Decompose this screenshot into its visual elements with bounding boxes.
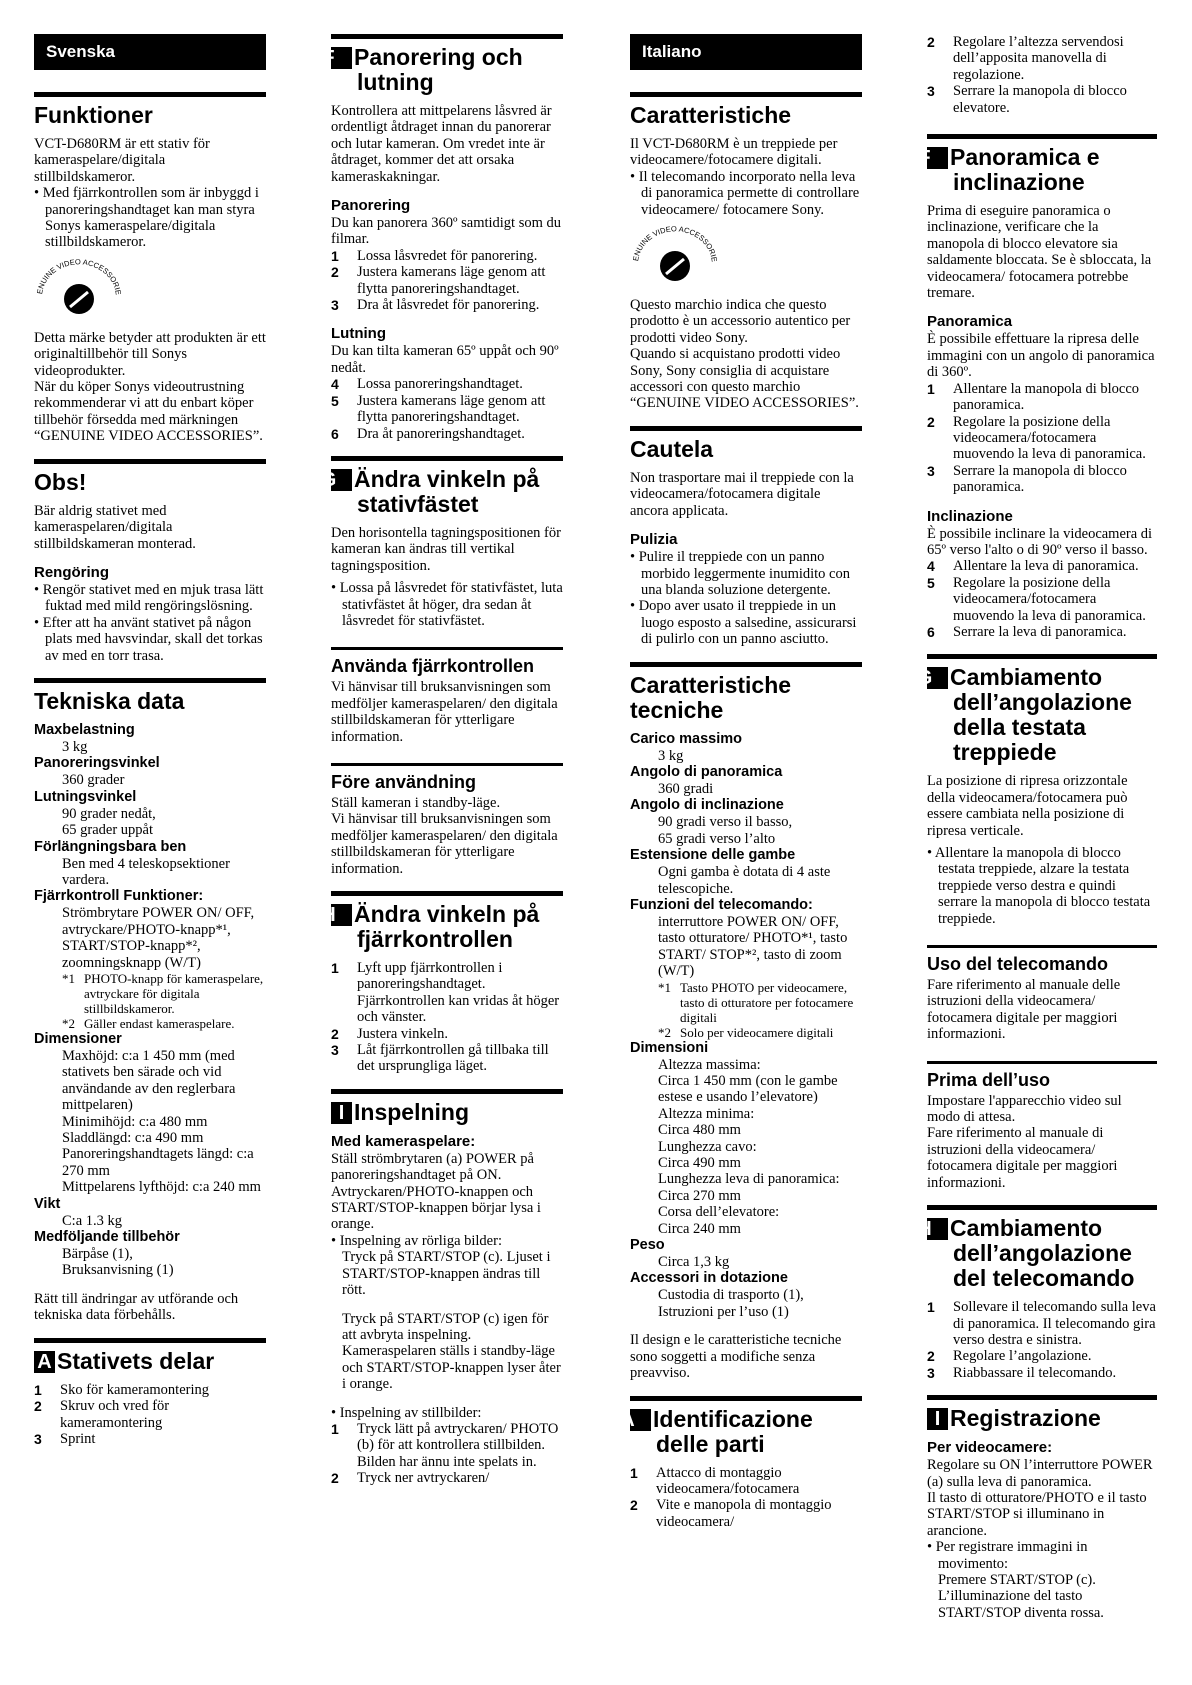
item-number: 3 bbox=[331, 1042, 339, 1059]
spec-label: Dimensioni bbox=[630, 1039, 709, 1056]
spec-label: Funzioni del telecomando: bbox=[630, 896, 813, 913]
item-text: Riabbassare il telecomando. bbox=[953, 1364, 1117, 1381]
spec-value: Custodia di trasporto (1), bbox=[658, 1287, 804, 1304]
numbered-item bbox=[34, 1382, 266, 1398]
bullet-item: • Lossa på låsvredet för stativfästet, luta stativfästet åt höger, dra sedan åt låsvredet för stativfästet. bbox=[331, 580, 563, 629]
paragraph: VCT-D680RM är ett stativ för kameraspelare/digitala stillbildskameror. bbox=[34, 136, 210, 185]
bullet-item: • Allentare la manopola di blocco testata treppiede, alzare la testata treppiede verso destra e quindi serrare la manopola di blocco testata treppiede. bbox=[927, 845, 1151, 927]
numbered-item bbox=[331, 264, 563, 297]
genuine-video-accessories-logo bbox=[34, 257, 266, 320]
spec-value: Ben med 4 teleskopsektioner vardera. bbox=[62, 855, 230, 888]
footnote-mark: *1 bbox=[62, 971, 75, 986]
column-italiano bbox=[620, 34, 862, 1530]
paragraph: Il tasto di otturatore/PHOTO e il tasto START/STOP si illuminano in arancione. bbox=[927, 1489, 1147, 1539]
spec-value: 65 gradi verso l’alto bbox=[658, 830, 776, 847]
section-title-inspelning bbox=[331, 1089, 563, 1125]
item-number: 2 bbox=[331, 264, 339, 281]
item-text: Tryck ner avtryckaren/ bbox=[357, 1470, 490, 1487]
paragraph: Il VCT-D680RM è un treppiede per videocamere/fotocamere digitali. bbox=[630, 136, 838, 169]
paragraph: Kontrollera att mittpelarens låsvred är ordentligt åtdraget innan du panorerar och lutar kameran. Om vredet inte är åtdraget, kommer det att orsaka kameraskakningar. bbox=[331, 103, 552, 185]
section-title-text: Ändra vinkeln på fjärrkontrollen bbox=[354, 901, 540, 952]
item-text: Serrare la leva di panoramica. bbox=[953, 623, 1127, 640]
section-letter-badge: G bbox=[927, 667, 948, 689]
spec-value: 90 gradi verso il basso, bbox=[658, 814, 793, 831]
spec-value: 360 grader bbox=[62, 772, 125, 789]
section-title-caratteristiche-tecniche: Caratteristiche tecniche bbox=[630, 662, 862, 723]
spec-label: Estensione delle gambe bbox=[630, 847, 796, 864]
item-text: Tryck lätt på avtryckaren/ PHOTO (b) för att kontrollera stillbilden. Bilden har ännu inte spelats in. bbox=[357, 1420, 559, 1470]
item-number: 3 bbox=[927, 83, 935, 100]
paragraph: Den horisontella tagningspositionen för kameran kan ändras till vertikal tagningsposition. bbox=[331, 524, 561, 574]
section-title-panoramica-e-inclinazione bbox=[918, 134, 1157, 196]
spec-value: Altezza minima: bbox=[658, 1105, 755, 1122]
section-title-tekniska-data: Tekniska data bbox=[34, 678, 266, 714]
paragraph: Rätt till ändringar av utförande och tekniska data förbehålls. bbox=[34, 1290, 239, 1324]
spec-label: Accessori in dotazione bbox=[630, 1270, 788, 1287]
spec-label: Dimensioner bbox=[34, 1031, 122, 1047]
spec-value: Corsa dell’elevatore: bbox=[658, 1204, 780, 1221]
subheading-lutning: Lutning bbox=[331, 325, 386, 343]
item-number: 1 bbox=[331, 960, 339, 976]
section-title-text: Cambiamento dell’angolazione del telecomando bbox=[950, 1215, 1135, 1292]
paragraph: När du köper Sonys videoutrustning rekommenderar vi att du enbart köper tillbehör försedda med märkningen “GENUINE VIDEO ACCESSORIES”. bbox=[34, 379, 263, 445]
spec-value: Bärpåse (1), bbox=[62, 1246, 133, 1263]
item-number: 1 bbox=[331, 1420, 339, 1437]
spec-label: Maxbelastning bbox=[34, 721, 135, 738]
spec-value: Sladdlängd: c:a 490 mm bbox=[62, 1130, 204, 1147]
spec-label: Medföljande tillbehör bbox=[34, 1229, 180, 1246]
item-text: Allentare la leva di panoramica. bbox=[953, 558, 1139, 575]
paragraph: Regolare su ON l’interruttore POWER (a) sulla leva di panoramica. bbox=[927, 1457, 1153, 1490]
numbered-item bbox=[927, 414, 1157, 463]
item-text: Dra åt låsvredet för panorering. bbox=[357, 297, 540, 314]
section-title-prima-delluso: Prima dell’uso bbox=[927, 1061, 1157, 1090]
item-text: Regolare l’angolazione. bbox=[953, 1348, 1092, 1365]
section-letter-badge: H bbox=[331, 904, 352, 926]
footnote-mark: *2 bbox=[62, 1016, 75, 1031]
bullet-item: • Med fjärrkontrollen som är inbyggd i panoreringshandtaget kan man styra Sonys kameraspelare/digitala stillbildskameror. bbox=[34, 185, 259, 251]
section-letter-badge: G bbox=[331, 469, 352, 491]
bullet-item: • Inspelning av rörliga bilder: bbox=[331, 1232, 502, 1249]
spec-value: Circa 240 mm bbox=[658, 1220, 741, 1237]
paragraph: Premere START/STOP (c). L’illuminazione del tasto START/STOP diventa rossa. bbox=[938, 1571, 1104, 1621]
spec-value: Ogni gamba è dotata di 4 aste telescopiche. bbox=[658, 864, 831, 897]
item-text: Sprint bbox=[60, 1430, 96, 1447]
section-letter-badge: A bbox=[630, 1409, 651, 1431]
item-text: Vite e manopola di montaggio videocamera/ bbox=[656, 1497, 832, 1530]
section-title-andra-vinkeln-fjarrkontrollen bbox=[321, 891, 563, 952]
item-number: 5 bbox=[331, 392, 339, 409]
item-text: Allentare la manopola di blocco panoramica. bbox=[953, 380, 1140, 414]
paragraph: Vi hänvisar till bruksanvisningen som medföljer kameraspelaren/ den digitala stillbildskameran för ytterligare information. bbox=[331, 811, 558, 877]
item-number: 4 bbox=[927, 558, 935, 575]
section-letter-badge: H bbox=[927, 1218, 948, 1240]
paragraph: Du kan panorera 360º samtidigt som du filmar. bbox=[331, 215, 562, 248]
item-text: Justera vinkeln. bbox=[357, 1025, 449, 1042]
item-number: 3 bbox=[927, 1364, 935, 1381]
spec-value: Circa 490 mm bbox=[658, 1155, 741, 1172]
numbered-item bbox=[34, 1398, 266, 1431]
spec-value: 360 gradi bbox=[658, 780, 714, 797]
item-number: 2 bbox=[34, 1398, 42, 1415]
spec-value: Lunghezza cavo: bbox=[658, 1138, 757, 1155]
spec-value: Circa 1,3 kg bbox=[658, 1254, 730, 1271]
language-tab: Italiano bbox=[630, 34, 862, 70]
item-text: Justera kamerans läge genom att flytta panoreringshandtaget. bbox=[357, 264, 546, 297]
item-number: 1 bbox=[331, 247, 339, 264]
item-text: Lyft upp fjärrkontrollen i panoreringshandtaget. Fjärrkontrollen kan vridas åt höger och vänster. bbox=[357, 960, 560, 1026]
bullet-item: • Il telecomando incorporato nella leva di panoramica permette di controllare videocamere/ fotocamere Sony. bbox=[630, 168, 860, 218]
spec-value: Circa 480 mm bbox=[658, 1122, 741, 1139]
paragraph: Impostare l'apparecchio video sul modo di attesa. bbox=[927, 1092, 1122, 1126]
item-text: Sko för kameramontering bbox=[60, 1381, 209, 1398]
item-number: 2 bbox=[331, 1470, 339, 1487]
numbered-item bbox=[927, 558, 1157, 574]
paragraph: Fare riferimento al manuale di istruzioni della videocamera/ fotocamera digitale per maggiori informazioni. bbox=[927, 1125, 1118, 1191]
section-title-registrazione bbox=[927, 1395, 1157, 1431]
paragraph: Ställ strömbrytaren (a) POWER på panoreringshandtaget på ON. Avtryckaren/PHOTO-knappen och START/STOP-knappen börjar lysa i orange. bbox=[331, 1150, 541, 1233]
item-number: 1 bbox=[630, 1464, 638, 1481]
paragraph: Il design e le caratteristiche tecniche sono soggetti a modifiche senza preavviso. bbox=[630, 1332, 842, 1382]
spec-label: Panoreringsvinkel bbox=[34, 755, 160, 772]
paragraph: Detta märke betyder att produkten är ett originaltillbehör till Sonys videoprodukter. bbox=[34, 329, 266, 379]
section-letter-badge: A bbox=[34, 1351, 55, 1373]
item-number: 6 bbox=[927, 623, 935, 640]
item-number: 1 bbox=[34, 1381, 42, 1398]
spec-label: Lutningsvinkel bbox=[34, 788, 137, 805]
item-number: 2 bbox=[630, 1497, 638, 1514]
subheading-pulizia: Pulizia bbox=[630, 531, 678, 549]
paragraph: Quando si acquistano prodotti video Sony, Sony consiglia di acquistare accessori con questo marchio “GENUINE VIDEO ACCESSORIES”. bbox=[630, 346, 859, 412]
spec-label: Angolo di panoramica bbox=[630, 763, 783, 780]
paragraph: Vi hänvisar till bruksanvisningen som medföljer kameraspelaren/ den digitala stillbildskameran för ytterligare information. bbox=[331, 679, 558, 745]
footnote bbox=[34, 971, 266, 1016]
numbered-item bbox=[927, 1365, 1157, 1381]
paragraph: Tryck på START/STOP (c) igen för att avbryta inspelning. Kameraspelaren ställs i standby-läge och START/STOP-knappen lyser åter i orange. bbox=[342, 1310, 561, 1393]
paragraph: Tryck på START/STOP (c). Ljuset i START/STOP-knappen ändras till rött. bbox=[342, 1249, 551, 1299]
bullet-item: • Pulire il treppiede con un panno morbido leggermente inumidito con una blanda soluzione detergente. bbox=[630, 549, 850, 598]
numbered-item bbox=[331, 297, 563, 313]
footnote bbox=[630, 1025, 862, 1040]
numbered-item bbox=[630, 1497, 862, 1530]
spec-value: 90 grader nedåt, bbox=[62, 805, 156, 822]
numbered-item bbox=[331, 376, 563, 392]
spec-label: Fjärrkontroll Funktioner: bbox=[34, 888, 204, 905]
numbered-item bbox=[331, 960, 563, 1026]
item-number: 6 bbox=[331, 425, 339, 442]
item-text: Lossa låsvredet för panorering. bbox=[357, 247, 538, 264]
section-title-text: Cambiamento dell’angolazione della testata treppiede bbox=[950, 664, 1132, 766]
footnote-text: Tasto PHOTO per videocamere, tasto di otturatore per fotocamere digitali bbox=[680, 979, 854, 1025]
section-letter-badge: F bbox=[927, 147, 948, 169]
item-number: 5 bbox=[927, 574, 935, 591]
footnote-mark: *1 bbox=[658, 979, 671, 995]
subheading-per-videocamere: Per videocamere: bbox=[927, 1439, 1053, 1457]
bullet-item: • Rengör stativet med en mjuk trasa lätt fuktad med mild rengöringslösning. bbox=[34, 581, 264, 615]
spec-label: Vikt bbox=[34, 1195, 61, 1212]
numbered-item bbox=[927, 34, 1157, 83]
paragraph: Non trasportare mai il treppiede con la videocamera/fotocamera digitale ancora applicata. bbox=[630, 469, 854, 519]
paragraph: Bär aldrig stativet med kameraspelaren/digitala stillbildskameran monterad. bbox=[34, 502, 196, 552]
section-title-text: Stativets delar bbox=[57, 1347, 215, 1374]
item-text: Attacco di montaggio videocamera/fotocamera bbox=[656, 1464, 800, 1497]
section-title-text: Identificazione delle parti bbox=[653, 1405, 813, 1457]
item-text: Regolare la posizione della videocamera/fotocamera muovendo la leva di panoramica. bbox=[953, 574, 1146, 624]
paragraph: È possibile inclinare la videocamera di 65º verso l'alto o di 90º verso il basso. bbox=[927, 525, 1153, 558]
language-tab: Svenska bbox=[34, 34, 266, 70]
item-text: Sollevare il telecomando sulla leva di panoramica. Il telecomando gira verso destra e sinistra. bbox=[953, 1299, 1156, 1348]
section-letter-badge: I bbox=[927, 1408, 948, 1430]
section-letter-badge: I bbox=[331, 1102, 352, 1124]
section-title-uso-del-telecomando: Uso del telecomando bbox=[927, 945, 1157, 974]
item-text: Lossa panoreringshandtaget. bbox=[357, 376, 523, 393]
footnote-text: Solo per videocamere digitali bbox=[680, 1024, 834, 1040]
numbered-item bbox=[34, 1431, 266, 1447]
spec-value: Istruzioni per l’uso (1) bbox=[658, 1303, 789, 1320]
numbered-item bbox=[927, 575, 1157, 624]
section-title-funktioner: Funktioner bbox=[34, 92, 266, 128]
spec-label: Carico massimo bbox=[630, 730, 743, 747]
bullet-item: • Per registrare immagini in movimento: bbox=[927, 1539, 1088, 1572]
spec-value: 65 grader uppåt bbox=[62, 822, 153, 839]
item-number: 2 bbox=[927, 413, 935, 430]
paragraph: Du kan tilta kameran 65º uppåt och 90º nedåt. bbox=[331, 343, 559, 376]
section-letter-badge: F bbox=[331, 47, 352, 69]
paragraph: Ställ kameran i standby-läge. bbox=[331, 794, 501, 811]
numbered-item bbox=[331, 393, 563, 426]
numbered-item bbox=[927, 1348, 1157, 1364]
subheading-rengoring: Rengöring bbox=[34, 563, 109, 581]
item-number: 4 bbox=[331, 376, 339, 393]
numbered-item bbox=[927, 624, 1157, 640]
item-text: Skruv och vred för kameramontering bbox=[60, 1398, 170, 1431]
item-number: 3 bbox=[331, 297, 339, 314]
column-svenska-continued bbox=[320, 34, 563, 1487]
footnote bbox=[34, 1016, 266, 1031]
paragraph: È possibile effettuare la ripresa delle immagini con un angolo di panoramica di 360º. bbox=[927, 331, 1155, 381]
section-title-identificazione-delle-parti bbox=[620, 1396, 862, 1457]
spec-value: Altezza massima: bbox=[658, 1056, 761, 1073]
spec-value: Maxhöjd: c:a 1 450 mm (med stativets ben särade och vid användande av den reglerbara mittpelaren) bbox=[62, 1048, 236, 1114]
numbered-item bbox=[630, 1465, 862, 1498]
genuine-video-accessories-logo bbox=[630, 224, 862, 287]
paragraph: Questo marchio indica che questo prodotto è un accessorio autentico per prodotti video Sony. bbox=[630, 297, 851, 346]
column-svenska bbox=[34, 34, 266, 1447]
section-title-text: Inspelning bbox=[354, 1098, 469, 1125]
logo-arc-text: ENUINE VIDEO ACCESSORIE bbox=[631, 224, 719, 263]
numbered-item bbox=[331, 1042, 563, 1075]
section-title-cambiamento-telecomando bbox=[917, 1205, 1157, 1292]
section-title-text: Ändra vinkeln på stativfästet bbox=[354, 465, 540, 517]
numbered-item bbox=[331, 426, 563, 442]
numbered-item bbox=[331, 1026, 563, 1042]
spec-value: Mittpelarens lyfthöjd: c:a 240 mm bbox=[62, 1179, 261, 1196]
item-text: Dra åt panoreringshandtaget. bbox=[357, 425, 525, 442]
spec-label: Förlängningsbara ben bbox=[34, 838, 187, 855]
numbered-item bbox=[927, 463, 1157, 496]
subheading-med-kameraspelare: Med kameraspelare: bbox=[331, 1132, 476, 1150]
footnote-text: PHOTO-knapp för kameraspelare, avtryckare för digitala stillbildskameror. bbox=[84, 971, 264, 1016]
numbered-item bbox=[331, 1470, 563, 1486]
numbered-item bbox=[927, 1299, 1157, 1348]
section-title-text: Panorering och lutning bbox=[354, 44, 523, 95]
section-title-text: Panoramica e inclinazione bbox=[950, 144, 1100, 196]
bullet-item: • Dopo aver usato il treppiede in un luogo esposto a salsedine, assicurarsi di pulirlo con un panno asciutto. bbox=[630, 598, 857, 648]
section-title-andra-vinkeln-stativfastet bbox=[320, 456, 563, 517]
spec-value: Bruksanvisning (1) bbox=[62, 1262, 174, 1279]
footnote bbox=[630, 980, 862, 1025]
numbered-item bbox=[927, 381, 1157, 414]
spec-label: Peso bbox=[630, 1237, 665, 1254]
spec-value: Minimihöjd: c:a 480 mm bbox=[62, 1113, 208, 1130]
item-text: Serrare la manopola di blocco elevatore. bbox=[953, 83, 1127, 116]
spec-value: 3 kg bbox=[62, 738, 88, 755]
footnote-mark: *2 bbox=[658, 1024, 671, 1040]
numbered-item bbox=[927, 83, 1157, 116]
section-title-cautela: Cautela bbox=[630, 426, 862, 462]
item-number: 2 bbox=[331, 1025, 339, 1042]
spec-value: Panoreringshandtagets längd: c:a 270 mm bbox=[62, 1146, 254, 1179]
item-number: 1 bbox=[927, 380, 935, 397]
item-number: 3 bbox=[34, 1430, 42, 1447]
paragraph: La posizione di ripresa orizzontale della videocamera/fotocamera può essere cambiata nella posizione di ripresa verticale. bbox=[927, 773, 1128, 839]
subheading-panoramica: Panoramica bbox=[927, 313, 1013, 331]
item-text: Regolare l’altezza servendosi dell’apposita manovella di regolazione. bbox=[953, 34, 1124, 83]
spec-value: interruttore POWER ON/ OFF, tasto otturatore/ PHOTO*¹, tasto START/ STOP*², tasto di zoom (W/T) bbox=[658, 913, 848, 980]
numbered-item bbox=[331, 248, 563, 264]
spec-label: Angolo di inclinazione bbox=[630, 797, 784, 814]
section-title-stativets-delar bbox=[34, 1338, 266, 1374]
footnote-text: Gäller endast kameraspelare. bbox=[84, 1016, 235, 1031]
logo-arc-text: ENUINE VIDEO ACCESSORIE bbox=[35, 257, 123, 296]
numbered-item bbox=[331, 1421, 563, 1470]
section-title-cambiamento-testata bbox=[916, 654, 1157, 766]
item-text: Serrare la manopola di blocco panoramica. bbox=[953, 462, 1127, 496]
item-number: 2 bbox=[927, 1348, 935, 1365]
spec-value: C:a 1.3 kg bbox=[62, 1212, 123, 1229]
section-title-anvanda-fjarrkontrollen: Använda fjärrkontrollen bbox=[331, 647, 563, 676]
item-text: Justera kamerans läge genom att flytta panoreringshandtaget. bbox=[357, 392, 546, 426]
spec-value: Circa 1 450 mm (con le gambe estese e usando l’elevatore) bbox=[658, 1073, 838, 1106]
spec-value: Lunghezza leva di panoramica: Circa 270 mm bbox=[658, 1171, 840, 1204]
item-text: Låt fjärrkontrollen gå tillbaka till det ursprungliga läget. bbox=[357, 1042, 549, 1075]
item-number: 2 bbox=[927, 34, 935, 50]
item-number: 1 bbox=[927, 1299, 935, 1316]
spec-value: 3 kg bbox=[658, 747, 684, 764]
bullet-item: • Efter att ha använt stativet på någon plats med havsvindar, skall det torkas av med en torr trasa. bbox=[34, 614, 263, 664]
item-number: 3 bbox=[927, 462, 935, 479]
item-text: Regolare la posizione della videocamera/fotocamera muovendo la leva di panoramica. bbox=[953, 413, 1146, 463]
section-title-caratteristiche: Caratteristiche bbox=[630, 92, 862, 128]
section-title-text: Registrazione bbox=[950, 1405, 1101, 1432]
subheading-panorering: Panorering bbox=[331, 197, 411, 215]
paragraph: Fare riferimento al manuale delle istruzioni della videocamera/ fotocamera digitale per maggiori informazioni. bbox=[927, 977, 1121, 1043]
section-title-fore-anvandning: Före användning bbox=[331, 763, 563, 792]
bullet-item: • Inspelning av stillbilder: bbox=[331, 1404, 482, 1421]
paragraph: Prima di eseguire panoramica o inclinazione, verificare che la manopola di blocco elevatore sia saldamente bloccata. Se è sbloccata, la videocamera/ fotocamera potrebbe tremare. bbox=[927, 203, 1152, 302]
section-title-obs: Obs! bbox=[34, 459, 266, 495]
subheading-inclinazione: Inclinazione bbox=[927, 507, 1013, 525]
column-italiano-continued bbox=[916, 34, 1157, 1621]
spec-value: Strömbrytare POWER ON/ OFF, avtryckare/PHOTO-knapp*¹, START/STOP-knapp*², zoomningsknapp (W/T) bbox=[62, 905, 255, 971]
section-title-panorering-och-lutning bbox=[322, 34, 563, 95]
